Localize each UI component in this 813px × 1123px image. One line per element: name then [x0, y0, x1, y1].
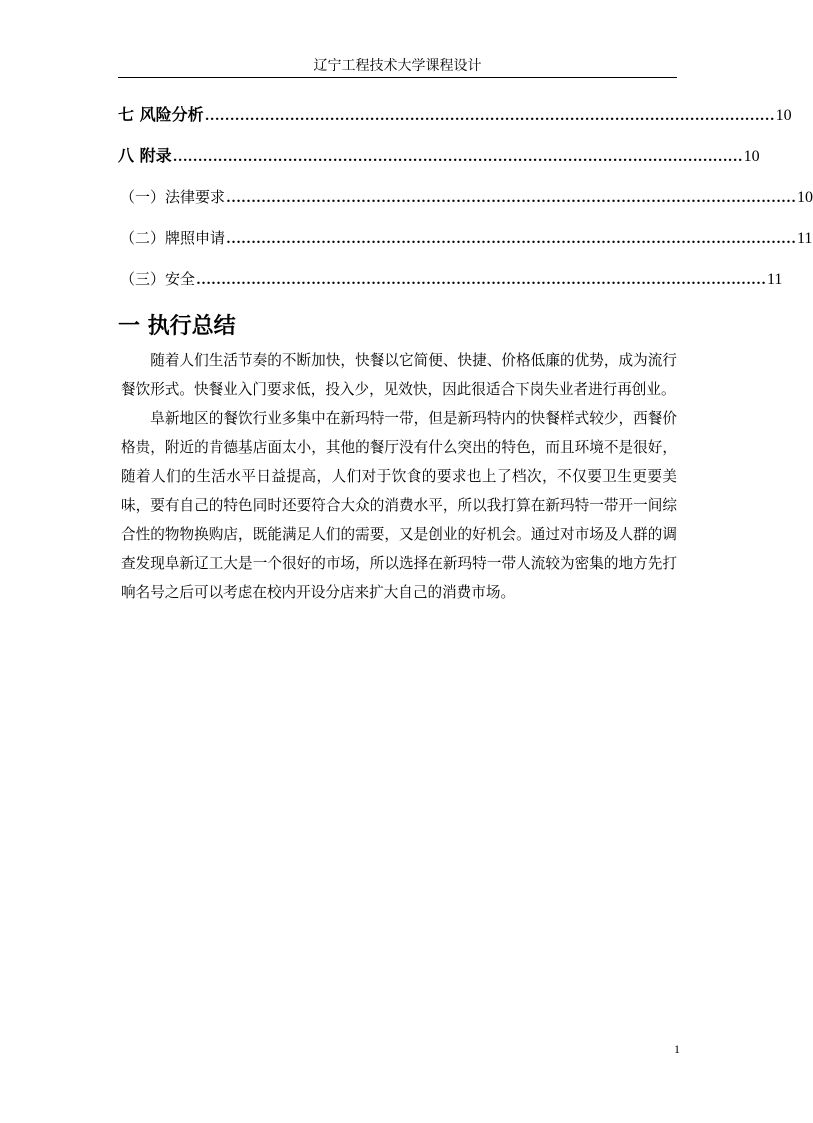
toc-leader-dots: ……………………………………………………………………………………………………: [204, 108, 775, 124]
toc-leader-dots: ……………………………………………………………………………………………………: [226, 231, 797, 247]
page-header: 辽宁工程技术大学课程设计: [313, 58, 482, 74]
section-heading: 一 执行总结: [118, 314, 236, 339]
toc-entry-risk-analysis[interactable]: [118, 104, 792, 145]
toc-entry-page: 10: [797, 189, 813, 206]
body-paragraph: 随着人们生活节奏的不断加快，快餐以它简便、快捷、价格低廉的优势，成为流行餐饮形式。快餐业入门要求低，投入少，见效快，因此很适合下岗失业者进行再创业。: [121, 352, 677, 398]
toc-entry-label: （一）法律要求: [120, 188, 226, 206]
header-divider: [118, 77, 677, 78]
toc-leader-dots: ……………………………………………………………………………………………………: [172, 149, 743, 165]
toc-entry-label: （二）牌照申请: [120, 229, 226, 247]
toc-leader-dots: ……………………………………………………………………………………………………: [226, 190, 797, 206]
toc-entry-label: 八 附录: [118, 146, 172, 165]
toc-entry-license-application[interactable]: [118, 227, 813, 268]
toc-leader-dots: ……………………………………………………………………………………………………: [196, 272, 767, 288]
body-paragraph: 阜新地区的餐饮行业多集中在新玛特一带，但是新玛特内的快餐样式较少，西餐价格贵，附近的肯德基店面太小，其他的餐厅没有什么突出的特色，而且环境不是很好，随着人们的生活水平日益提高，人们对于饮食的要求也上了档次，不仅要卫生更要美味，要有自己的特色同时还要符合大众的消费水平，所以我打算在新玛特一带开一间综合性的物物换购店，既能满足人们的需要，又是创业的好机会。通过对市场及人群的调查发现阜新辽工大是一个很好的市场，所以选择在新玛特一带人流较为密集的地方先打响名号之后可以考虑在校内开设分店来扩大自己的消费市场。: [121, 410, 677, 601]
toc-entry-page: 10: [743, 148, 760, 165]
toc-entry-label: 七 风险分析: [118, 105, 204, 124]
section-body: [121, 346, 677, 607]
toc-entry-appendix[interactable]: [118, 145, 760, 186]
toc-entry-page: 11: [797, 230, 813, 247]
toc-entry-label: （三）安全: [120, 270, 196, 288]
toc-entry-legal-requirements[interactable]: [118, 186, 813, 227]
toc-entry-safety[interactable]: [118, 268, 783, 309]
table-of-contents: [118, 104, 813, 309]
page-number: 1: [674, 1042, 680, 1056]
toc-entry-page: 10: [775, 107, 792, 124]
toc-entry-page: 11: [767, 271, 783, 288]
